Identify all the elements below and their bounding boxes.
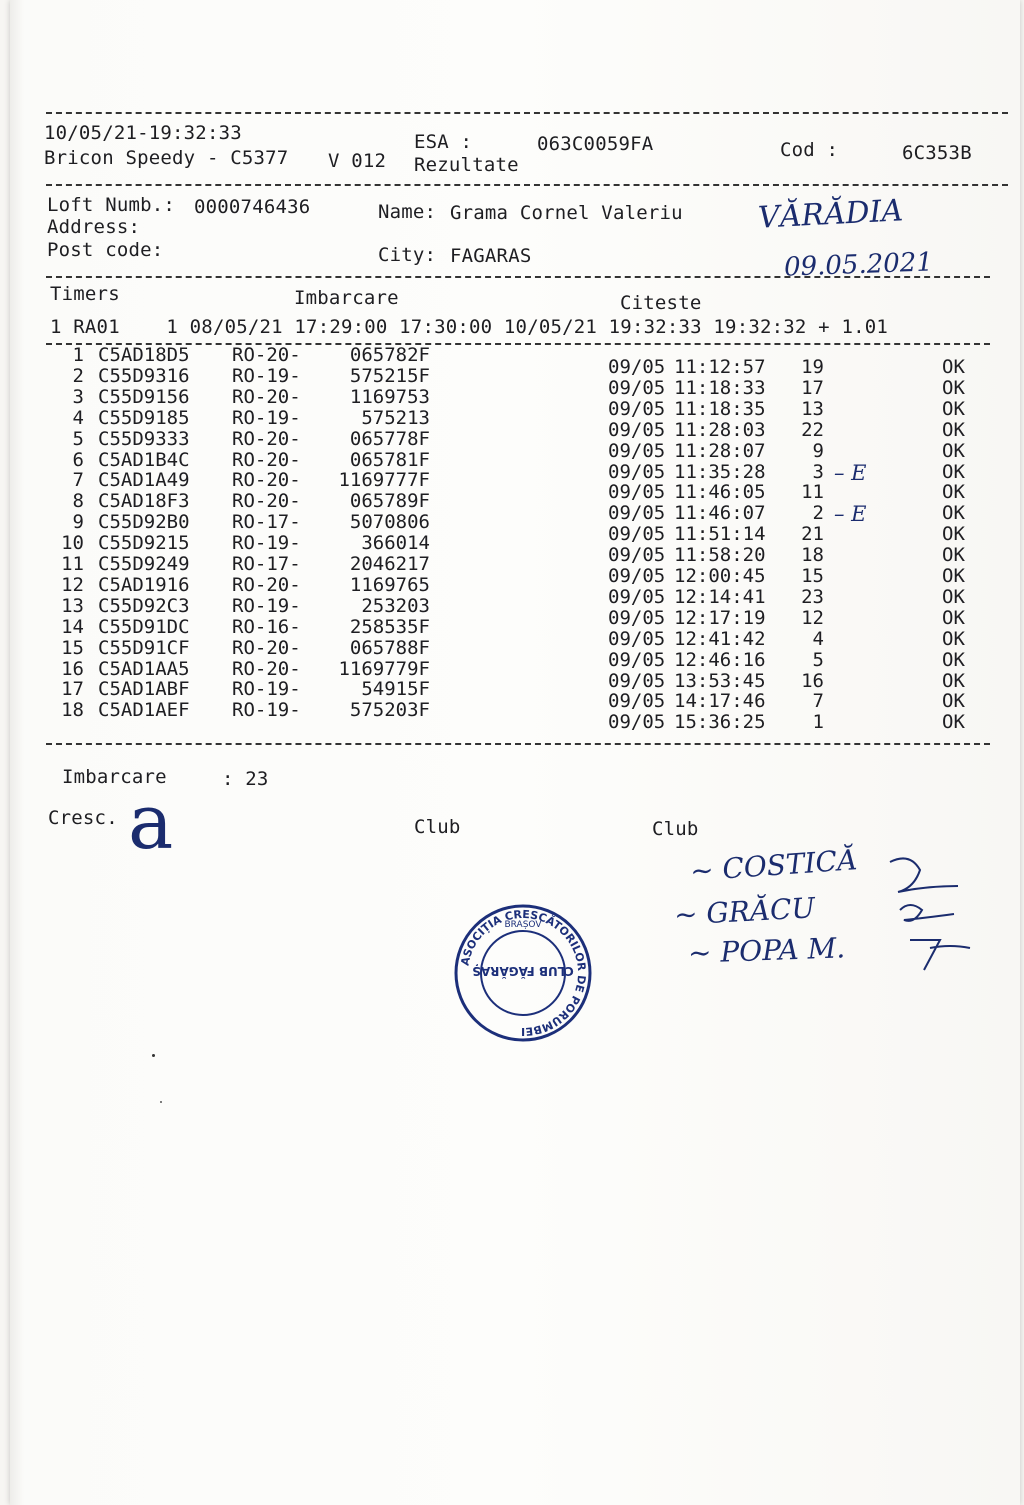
separator xyxy=(46,112,1008,114)
row-status: OK xyxy=(942,523,965,546)
loft-value: 0000746436 xyxy=(194,196,311,218)
row-pos: 19 xyxy=(801,356,824,378)
row-ring: RO-16- xyxy=(232,615,301,638)
row-n: 5 xyxy=(72,427,84,450)
row-num: 065781F xyxy=(349,448,430,471)
row-date: 09/05 xyxy=(608,376,666,399)
row-time: 12:14:41 xyxy=(674,585,766,608)
row-date: 09/05 xyxy=(608,460,666,483)
row-ring: RO-19- xyxy=(232,699,301,722)
row-status: OK xyxy=(942,418,965,441)
row-n: 3 xyxy=(72,385,84,408)
header-device: Bricon Speedy - C5377 xyxy=(44,147,289,169)
row-pos: 5 xyxy=(812,648,824,671)
row-status: OK xyxy=(942,439,965,462)
row-pos: 23 xyxy=(801,585,824,608)
row-status: OK xyxy=(942,690,965,713)
row-num: 1169779F xyxy=(338,657,430,680)
row-chip: C55D91CF xyxy=(98,636,190,659)
row-time: 11:46:07 xyxy=(674,502,766,525)
row-num: 2046217 xyxy=(349,553,430,575)
row-status: OK xyxy=(942,356,965,378)
row-pos: 12 xyxy=(801,606,824,629)
row-num: 5070806 xyxy=(349,511,430,534)
printout-page xyxy=(10,0,1020,1505)
row-ring: RO-17- xyxy=(232,511,301,534)
row-chip: C55D92C3 xyxy=(98,594,190,617)
row-status: OK xyxy=(942,460,965,483)
signature-scribbles xyxy=(850,840,980,1000)
header-cod-label: Cod : xyxy=(780,139,839,161)
row-n: 6 xyxy=(72,448,84,471)
row-date: 09/05 xyxy=(608,356,666,378)
row-n: 15 xyxy=(61,636,84,659)
loft-label: Loft Numb.: xyxy=(47,194,176,216)
row-date: 09/05 xyxy=(608,711,666,734)
handwritten-location: VĂRĂDIA xyxy=(757,193,904,236)
row-date: 09/05 xyxy=(608,544,666,567)
row-num: 1169753 xyxy=(349,385,430,408)
row-date: 09/05 xyxy=(608,565,666,587)
row-n: 17 xyxy=(61,678,84,701)
cresc-signature: a xyxy=(128,777,174,866)
row-pos: 13 xyxy=(801,397,824,420)
row-time: 12:41:42 xyxy=(674,627,766,650)
row-status: OK xyxy=(942,627,965,650)
signature-line-2: ~ GRĂCU xyxy=(673,891,816,932)
row-ring: RO-19- xyxy=(232,364,301,387)
row-ring: RO-19- xyxy=(232,678,301,701)
row-date: 09/05 xyxy=(608,439,666,462)
row-pos: 3 xyxy=(812,460,824,483)
club-label-2: Club xyxy=(652,818,699,840)
row-time: 11:51:14 xyxy=(674,523,766,546)
row-pos: 21 xyxy=(801,523,824,546)
postcode-label: Post code: xyxy=(47,239,164,261)
row-chip: C55D91DC xyxy=(98,615,190,638)
name-value: Grama Cornel Valeriu xyxy=(450,202,683,224)
row-ring: RO-17- xyxy=(232,553,301,575)
signature-line-1: ~ COSTICĂ xyxy=(689,843,859,888)
timers-imbarcare-label: Imbarcare xyxy=(294,287,399,309)
row-time: 15:36:25 xyxy=(674,711,766,734)
row-ring: RO-20- xyxy=(232,657,301,680)
row-chip: C5AD18F3 xyxy=(98,490,190,513)
row-n: 8 xyxy=(72,490,84,513)
row-time: 13:53:45 xyxy=(674,669,766,692)
row-chip: C5AD1AA5 xyxy=(98,657,190,680)
row-date: 09/05 xyxy=(608,397,666,420)
row-date: 09/05 xyxy=(608,648,666,671)
row-time: 11:18:33 xyxy=(674,376,766,399)
row-status: OK xyxy=(942,376,965,399)
row-num: 575215F xyxy=(349,364,430,387)
row-chip: C55D9185 xyxy=(98,406,190,429)
row-pos: 16 xyxy=(801,669,824,692)
separator xyxy=(46,276,990,278)
row-chip: C5AD1AEF xyxy=(98,699,190,722)
row-time: 11:28:03 xyxy=(674,418,766,441)
row-num: 575213 xyxy=(361,406,430,429)
row-pos: 18 xyxy=(801,544,824,567)
row-status: OK xyxy=(942,669,965,692)
header-cod-value: 6C353B xyxy=(902,142,972,164)
footer-imbarcare-label: Imbarcare xyxy=(62,766,167,788)
row-pos: 17 xyxy=(801,376,824,399)
row-mark: – E xyxy=(834,460,867,485)
row-time: 11:18:35 xyxy=(674,397,766,420)
row-n: 16 xyxy=(61,657,84,680)
separator xyxy=(46,743,990,745)
row-time: 11:46:05 xyxy=(674,481,766,504)
row-chip: C5AD1916 xyxy=(98,573,190,596)
row-status: OK xyxy=(942,565,965,587)
signature-line-3: ~ POPA M. xyxy=(687,931,846,970)
row-num: 575203F xyxy=(349,699,430,722)
row-ring: RO-20- xyxy=(232,344,301,366)
row-status: OK xyxy=(942,397,965,420)
row-time: 12:46:16 xyxy=(674,648,766,671)
row-chip: C55D9156 xyxy=(98,385,190,408)
row-ring: RO-19- xyxy=(232,594,301,617)
row-num: 1169777F xyxy=(338,469,430,492)
stamp-top-text: BRAȘOV xyxy=(504,920,542,930)
timers-label: Timers xyxy=(50,283,120,305)
separator xyxy=(46,184,1008,186)
header-esa-label: ESA : xyxy=(414,131,473,153)
timers-citeste-label: Citeste xyxy=(620,292,702,314)
row-n: 10 xyxy=(61,532,84,555)
row-n: 12 xyxy=(61,573,84,596)
footer-imbarcare-value: : 23 xyxy=(222,768,269,790)
row-chip: C5AD1ABF xyxy=(98,678,190,701)
row-status: OK xyxy=(942,606,965,629)
row-time: 14:17:46 xyxy=(674,690,766,713)
row-n: 7 xyxy=(72,469,84,492)
club-stamp xyxy=(453,903,593,1043)
row-date: 09/05 xyxy=(608,523,666,546)
row-ring: RO-20- xyxy=(232,636,301,659)
row-status: OK xyxy=(942,481,965,504)
row-chip: C55D9333 xyxy=(98,427,190,450)
row-status: OK xyxy=(942,502,965,525)
timers-line: 1 RA01 1 08/05/21 17:29:00 17:30:00 10/05/21 19:32:33 19:32:32 + 1.01 xyxy=(50,316,889,338)
row-pos: 4 xyxy=(812,627,824,650)
row-date: 09/05 xyxy=(608,502,666,525)
row-num: 1169765 xyxy=(349,573,430,596)
row-n: 18 xyxy=(61,699,84,722)
header-version: V 012 xyxy=(328,150,387,172)
row-pos: 1 xyxy=(812,711,824,734)
row-ring: RO-19- xyxy=(232,406,301,429)
row-num: 065788F xyxy=(349,636,430,659)
row-ring: RO-19- xyxy=(232,532,301,555)
row-date: 09/05 xyxy=(608,585,666,608)
row-ring: RO-20- xyxy=(232,385,301,408)
stamp-outer-text: ASOCIȚIA CRESCĂTORILOR DE PORUMBEI xyxy=(458,907,589,1039)
address-label: Address: xyxy=(47,216,141,238)
row-ring: RO-20- xyxy=(232,448,301,471)
cresc-label: Cresc. xyxy=(48,807,118,829)
header-esa-value: 063C0059FA xyxy=(537,133,654,155)
row-n: 11 xyxy=(61,553,84,575)
row-num: 54915F xyxy=(361,678,430,701)
row-chip: C55D9316 xyxy=(98,364,190,387)
row-num: 366014 xyxy=(361,532,430,555)
row-n: 1 xyxy=(72,344,84,366)
row-date: 09/05 xyxy=(608,418,666,441)
row-n: 4 xyxy=(72,406,84,429)
row-mark: – E xyxy=(834,502,867,527)
row-ring: RO-20- xyxy=(232,469,301,492)
header-datetime: 10/05/21-19:32:33 xyxy=(44,122,242,144)
row-num: 065778F xyxy=(349,427,430,450)
row-date: 09/05 xyxy=(608,606,666,629)
row-time: 12:17:19 xyxy=(674,606,766,629)
row-time: 11:28:07 xyxy=(674,439,766,462)
name-label: Name: xyxy=(378,201,437,223)
row-time: 11:12:57 xyxy=(674,356,766,378)
row-n: 14 xyxy=(61,615,84,638)
row-status: OK xyxy=(942,585,965,608)
row-date: 09/05 xyxy=(608,481,666,504)
row-num: 258535F xyxy=(349,615,430,638)
row-chip: C5AD1B4C xyxy=(98,448,190,471)
row-pos: 11 xyxy=(801,481,824,504)
row-pos: 22 xyxy=(801,418,824,441)
row-ring: RO-20- xyxy=(232,573,301,596)
row-chip: C5AD1A49 xyxy=(98,469,190,492)
row-status: OK xyxy=(942,544,965,567)
header-rezultate: Rezultate xyxy=(414,154,519,176)
row-ring: RO-20- xyxy=(232,427,301,450)
row-date: 09/05 xyxy=(608,690,666,713)
row-ring: RO-20- xyxy=(232,490,301,513)
row-pos: 9 xyxy=(812,439,824,462)
stamp-center-text: CLUB FĂGĂRAȘ xyxy=(472,964,574,978)
speck xyxy=(152,1054,155,1057)
row-num: 065789F xyxy=(349,490,430,513)
row-chip: C55D9249 xyxy=(98,553,190,575)
row-n: 13 xyxy=(61,594,84,617)
handwritten-date: 09.05.2021 xyxy=(783,247,934,283)
row-status: OK xyxy=(942,711,965,734)
speck xyxy=(160,1101,162,1103)
city-value: FAGARAS xyxy=(450,245,532,267)
row-pos: 7 xyxy=(812,690,824,713)
row-date: 09/05 xyxy=(608,627,666,650)
row-date: 09/05 xyxy=(608,669,666,692)
city-label: City: xyxy=(378,244,437,266)
row-chip: C55D9215 xyxy=(98,532,190,555)
row-n: 9 xyxy=(72,511,84,534)
row-chip: C55D92B0 xyxy=(98,511,190,534)
club-label-1: Club xyxy=(414,816,461,838)
row-num: 065782F xyxy=(349,344,430,366)
row-pos: 2 xyxy=(812,502,824,525)
row-num: 253203 xyxy=(361,594,430,617)
row-status: OK xyxy=(942,648,965,671)
row-n: 2 xyxy=(72,364,84,387)
row-pos: 15 xyxy=(801,565,824,587)
row-chip: C5AD18D5 xyxy=(98,344,190,366)
row-time: 11:35:28 xyxy=(674,460,766,483)
row-time: 11:58:20 xyxy=(674,544,766,567)
row-time: 12:00:45 xyxy=(674,565,766,587)
